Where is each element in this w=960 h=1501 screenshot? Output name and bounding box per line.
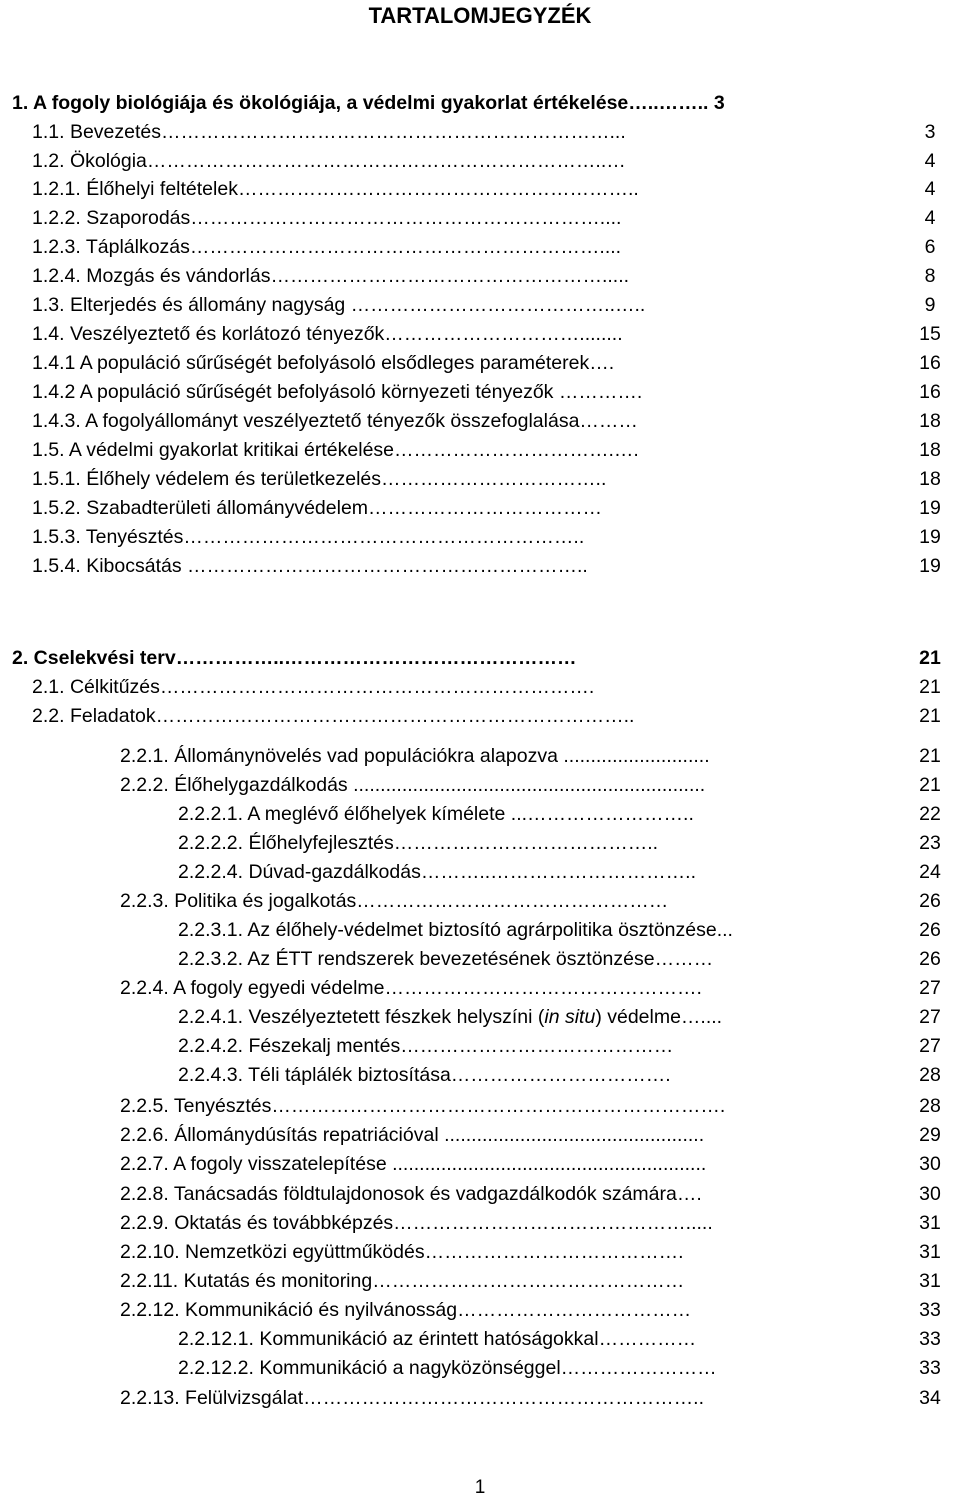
toc-entry-title: 1.4.2 A populáció sűrűségét befolyásoló környezeti tényezők …………. <box>32 381 643 403</box>
toc-entry-title: 1.1. Bevezetés……………………………………………………………... <box>32 121 626 143</box>
toc-entry-title: 2.2.4.1. Veszélyeztetett fészkek helyszíni (in situ) védelme….... <box>178 1006 723 1028</box>
toc-entry-page: 18 <box>919 468 941 490</box>
toc-entry <box>0 771 960 800</box>
toc-entry-page: 18 <box>919 410 941 432</box>
toc-entry <box>0 320 960 349</box>
toc-entry-title: 2.2.4. A fogoly egyedi védelme…………………………………………. <box>120 977 702 999</box>
toc-entry-title: 1.4. Veszélyeztető és korlátozó tényezők…………………………........ <box>32 323 623 345</box>
toc-entry-title: 1.2.2. Szaporodás……………………………………………………….... <box>32 207 622 229</box>
toc-entry <box>0 800 960 829</box>
toc-entry-title: 1.5.4. Kibocsátás …………………………………………………….. <box>32 555 588 577</box>
toc-entry <box>0 349 960 378</box>
toc-entry <box>0 1032 960 1061</box>
toc-entry <box>0 916 960 945</box>
toc-entry-page: 26 <box>919 919 941 941</box>
toc-entry-title: 2. Cselekvési terv……………..……………………………………… <box>12 647 577 669</box>
toc-entry-title: 2.2.2.2. Élőhelyfejlesztés………………………………….. <box>178 832 659 854</box>
toc-entry-page: 16 <box>919 352 941 374</box>
toc-entry <box>0 858 960 887</box>
toc-entry-title: 1.2.3. Táplálkozás……………………………………………………….... <box>32 236 622 258</box>
toc-entry-title: 1.2.1. Élőhelyi feltételek…………………………………………………….. <box>32 178 639 200</box>
toc-entry <box>0 1238 960 1267</box>
toc-entry-title: 2.2.2.4. Dúvad-gazdálkodás………..………………………….. <box>178 861 696 883</box>
toc-entry <box>0 436 960 465</box>
toc-entry-page: 26 <box>919 890 941 912</box>
toc-entry-title: 1.4.1 A populáció sűrűségét befolyásoló elsődleges paraméterek…. <box>32 352 615 374</box>
toc-entry-page: 28 <box>919 1095 941 1117</box>
toc-entry <box>0 1296 960 1325</box>
toc-entry-page: 33 <box>919 1357 941 1379</box>
toc-entry <box>0 494 960 523</box>
toc-entry-title: 2.2.1. Állománynövelés vad populációkra alapozva ........................... <box>120 745 710 767</box>
toc-entry <box>0 175 960 204</box>
toc-entry <box>0 552 960 581</box>
toc-entry-page: 3 <box>924 121 936 143</box>
toc-entry-page: 21 <box>919 745 941 767</box>
toc-entry-title: 2.2.11. Kutatás és monitoring………………………………………… <box>120 1270 685 1292</box>
toc-entry-page: 29 <box>919 1124 941 1146</box>
toc-entry <box>0 829 960 858</box>
toc-entry-page: 27 <box>919 977 941 999</box>
toc-entry-page: 18 <box>919 439 941 461</box>
toc-entry-page: 34 <box>919 1387 941 1409</box>
toc-entry <box>0 378 960 407</box>
toc-entry-page: 31 <box>919 1241 941 1263</box>
toc-entry <box>0 1180 960 1209</box>
toc-entry <box>0 945 960 974</box>
toc-entry-page: 4 <box>924 178 936 200</box>
toc-entry-title: 2.2.12.2. Kommunikáció a nagyközönséggel…………………… <box>178 1357 717 1379</box>
toc-entry <box>0 89 960 118</box>
toc-entry <box>0 233 960 262</box>
toc-entry <box>0 118 960 147</box>
toc-entry-title: 1.5. A védelmi gyakorlat kritikai értékelése…………………………….…. <box>32 439 639 461</box>
toc-entry <box>0 1150 960 1179</box>
toc-entry-title: 2.2.10. Nemzetközi együttműködés…………………………………. <box>120 1241 684 1263</box>
toc-entry-page: 26 <box>919 948 941 970</box>
toc-entry-title: 1.2.4. Mozgás és vándorlás……………………………………………..... <box>32 265 630 287</box>
toc-entry-page: 27 <box>919 1035 941 1057</box>
toc-entry-title: 2.2.7. A fogoly visszatelepítése .......................................................... <box>120 1153 707 1175</box>
toc-entry-page: 23 <box>919 832 941 854</box>
toc-entry-page: 21 <box>919 774 941 796</box>
toc-entry-title: 2.2.4.3. Téli táplálék biztosítása……………………………. <box>178 1064 671 1086</box>
toc-entry-title: 1.2. Ökológia……………………………………………………………..… <box>32 150 626 172</box>
toc-entry-title: 2.2.3.2. Az ÉTT rendszerek bevezetésének ösztönzése……… <box>178 948 714 970</box>
toc-entry-title: 1.3. Elterjedés és állomány nagyság …………………………………..….. <box>32 294 646 316</box>
document-title: TARTALOMJEGYZÉK <box>368 3 592 28</box>
toc-entry-page: 21 <box>919 705 941 727</box>
toc-entry-page: 31 <box>919 1270 941 1292</box>
toc-entry <box>0 147 960 176</box>
toc-entry <box>0 465 960 494</box>
toc-entry <box>0 1092 960 1121</box>
toc-entry <box>0 1209 960 1238</box>
toc-entry-title: 2.2.9. Oktatás és továbbképzés………………………………………..... <box>120 1212 713 1234</box>
toc-entry-page: 8 <box>924 265 936 287</box>
toc-entry-page: 27 <box>919 1006 941 1028</box>
toc-entry-page: 22 <box>919 803 941 825</box>
toc-entry-title: 2.2.12.1. Kommunikáció az érintett hatóságokkal…………… <box>178 1328 697 1350</box>
toc-entry-title: 2.2.4.2. Fészekalj mentés…………………………………… <box>178 1035 674 1057</box>
toc-entry-page: 19 <box>919 497 941 519</box>
toc-entry-title: 2.2.12. Kommunikáció és nyilvánosság……………………………… <box>120 1299 692 1321</box>
toc-entry-page: 28 <box>919 1064 941 1086</box>
toc-entry-title: 2.2.13. Felülvizsgálat…………………………………………………….. <box>120 1387 705 1409</box>
toc-entry-page: 9 <box>924 294 936 316</box>
toc-entry <box>0 1354 960 1383</box>
toc-entry-page: 6 <box>924 236 936 258</box>
toc-entry <box>0 1267 960 1296</box>
toc-entry-page: 21 <box>919 676 941 698</box>
toc-entry-title: 2.2.6. Állománydúsítás repatriációval ................................................ <box>120 1124 705 1146</box>
toc-entry-title: 2.1. Célkitűzés…………………………………………………………. <box>32 676 595 698</box>
toc-entry-page: 4 <box>924 150 936 172</box>
toc-entry-title: 2.2.2.1. A meglévő élőhelyek kímélete ...…………………….. <box>178 803 694 825</box>
toc-entry <box>0 1121 960 1150</box>
toc-entry <box>0 974 960 1003</box>
toc-entry <box>0 702 960 731</box>
toc-entry <box>0 523 960 552</box>
toc-entry <box>0 1003 960 1032</box>
toc-entry-page: 15 <box>919 323 941 345</box>
toc-entry-title: 2.2. Feladatok……………………………………………………………….. <box>32 705 635 727</box>
toc-entry-title: 1.4.3. A fogolyállományt veszélyeztető tényezők összefoglalása……… <box>32 410 638 432</box>
toc-entry <box>0 673 960 702</box>
toc-entry <box>0 204 960 233</box>
toc-entry-page: 33 <box>919 1328 941 1350</box>
toc-entry-title: 2.2.3.1. Az élőhely-védelmet biztosító agrárpolitika ösztönzése... <box>178 919 733 941</box>
toc-entry <box>0 262 960 291</box>
toc-entry <box>0 644 960 673</box>
toc-entry-page: 30 <box>919 1183 941 1205</box>
toc-entry-page: 19 <box>919 555 941 577</box>
toc-entry-title: 2.2.5. Tenyésztés……………………………………………………………. <box>120 1095 726 1117</box>
toc-entry-page: 24 <box>919 861 941 883</box>
toc-entry <box>0 291 960 320</box>
toc-entry <box>0 887 960 916</box>
toc-entry <box>0 1325 960 1354</box>
toc-entry-page: 30 <box>919 1153 941 1175</box>
toc-entry <box>0 1384 960 1413</box>
toc-entry-title: 2.2.2. Élőhelygazdálkodás ................................................................. <box>120 774 706 796</box>
toc-entry <box>0 1061 960 1090</box>
toc-entry-page: 16 <box>919 381 941 403</box>
toc-entry-page: 19 <box>919 526 941 548</box>
page-number-footer: 1 <box>474 1477 486 1498</box>
toc-entry-title: 2.2.8. Tanácsadás földtulajdonosok és vadgazdálkodók számára…. <box>120 1183 702 1205</box>
toc-entry-page: 4 <box>924 207 936 229</box>
toc-entry-title: 1. A fogoly biológiája és ökológiája, a védelmi gyakorlat értékelése…..…….. 3 <box>12 92 725 114</box>
toc-entry-title: 1.5.1. Élőhely védelem és területkezelés…………………………….. <box>32 468 607 490</box>
toc-entry-page: 21 <box>919 647 941 669</box>
toc-entry-title: 2.2.3. Politika és jogalkotás………………………………………… <box>120 890 669 912</box>
toc-entry <box>0 407 960 436</box>
toc-entry-title: 1.5.2. Szabadterületi állományvédelem……………………………… <box>32 497 603 519</box>
toc-entry <box>0 742 960 771</box>
toc-entry-page: 33 <box>919 1299 941 1321</box>
toc-entry-page: 31 <box>919 1212 941 1234</box>
toc-entry-title: 1.5.3. Tenyésztés…………………………………………………….. <box>32 526 585 548</box>
